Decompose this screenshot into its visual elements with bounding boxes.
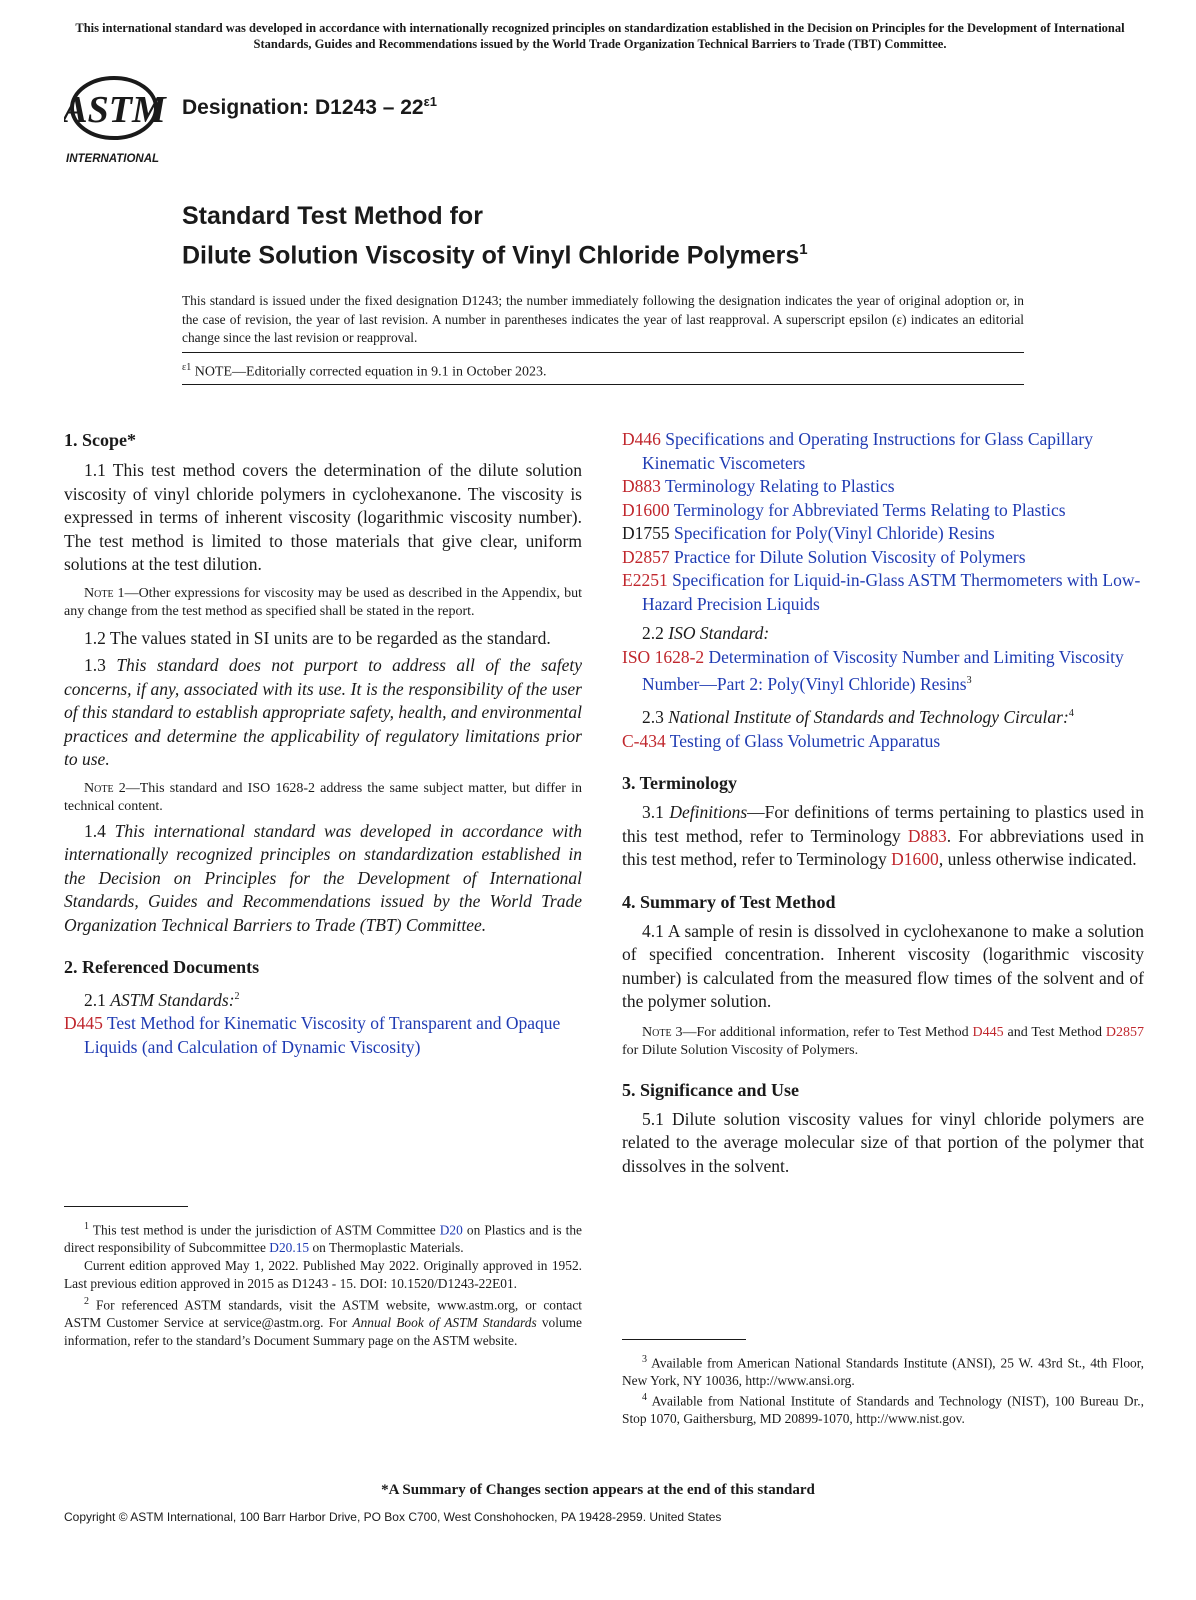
footnote-1 xyxy=(64,1218,582,1256)
ref-code[interactable]: D883 xyxy=(622,476,661,496)
footnote-rule-right xyxy=(622,1339,746,1340)
document-title xyxy=(182,200,808,272)
fn4-text: Available from National Institute of Standards and Technology (NIST), 100 Bureau Dr., Stop 1070, Gaithersburg, MD 20899-1070, http://www.nist.gov. xyxy=(622,1393,1144,1427)
para-2-3-num: 2.3 xyxy=(642,707,669,728)
ref-title[interactable]: Test Method for Kinematic Viscosity of Transparent and Opaque Liquids (and Calculation of Dynamic Viscosity) xyxy=(84,1013,561,1057)
astm-logo xyxy=(64,70,174,170)
para-3-1-t1: —For definitions of terms pertaining to plastics used in this test method, refer to Terminology xyxy=(622,802,1144,846)
para-1-3-num: 1.3 xyxy=(84,655,117,675)
fn3-sup: 3 xyxy=(642,1354,647,1365)
wto-banner: This international standard was developed in accordance with internationally recognized principles on standardization established in the Decision on Principles for the Development of International Standards, Guides and Recommendations issued by the World Trade Organization Technical Barriers to Trade (TBT) Committee. xyxy=(75,21,1125,51)
fn1-sup: 1 xyxy=(84,1221,89,1232)
ref-iso-1628-2[interactable] xyxy=(622,646,1144,697)
right-column xyxy=(622,428,1144,1178)
ref-d2857[interactable] xyxy=(622,546,1144,570)
fn1-link-d20-15[interactable]: D20.15 xyxy=(269,1239,310,1255)
note-2 xyxy=(64,780,582,816)
footnote-4 xyxy=(622,1389,1144,1427)
para-5-1: 5.1 Dilute solution viscosity values for vinyl chloride polymers are related to the average molecular size of that portion of the polymer that dissolves in the solvent. xyxy=(622,1108,1144,1176)
para-2-1-num: 2.1 xyxy=(84,989,111,1010)
note-2-label: Note 2 xyxy=(84,780,126,796)
section-5-heading: 5. Significance and Use xyxy=(622,1079,800,1100)
ref-title[interactable]: Specification for Poly(Vinyl Chloride) Resins xyxy=(669,523,995,543)
note-1 xyxy=(64,585,582,621)
fn3-text: Available from American National Standards Institute (ANSI), 25 W. 43rd St., 4th Floor, New York, NY 10036, http://www.ansi.org. xyxy=(622,1355,1144,1388)
designation xyxy=(182,94,437,120)
left-column xyxy=(64,428,582,1059)
footnote-3 xyxy=(622,1351,1144,1389)
para-2-3-sup: 4 xyxy=(1068,708,1074,720)
section-4-heading: 4. Summary of Test Method xyxy=(622,891,836,912)
note-1-text: —Other expressions for viscosity may be used as described in the Appendix, but any change from the test method as specified shall be stated in the report. xyxy=(64,585,582,619)
title-line-2-text: Dilute Solution Viscosity of Vinyl Chloride Polymers xyxy=(182,241,800,270)
fn1-t2: on Plastics and is the direct responsibility of Subcommittee xyxy=(64,1222,582,1255)
note-2-text: —This standard and ISO 1628-2 address the same subject matter, but differ in technical content. xyxy=(64,780,582,814)
divider-top xyxy=(182,352,1024,353)
note-1-label: Note 1 xyxy=(84,585,125,601)
footnote-1-edition: Current edition approved May 1, 2022. Published May 2022. Originally approved in 1952. Last previous edition approved in 2015 as D1243 - 15. DOI: 10.1520/D1243-22E01. xyxy=(64,1258,582,1291)
para-3-1-term: Definitions xyxy=(669,802,748,823)
note-3-label: Note 3 xyxy=(642,1024,683,1040)
designation-sup: ε1 xyxy=(423,94,437,109)
ref-title[interactable]: Testing of Glass Volumetric Apparatus xyxy=(665,730,941,751)
ref-title[interactable]: Determination of Viscosity Number and Limiting Viscosity Number—Part 2: Poly(Vinyl Chloride) Resins xyxy=(642,646,1124,694)
para-2-2-label: ISO Standard: xyxy=(668,623,770,643)
para-2-2 xyxy=(622,622,1144,646)
fn2-t2: volume information, refer to the standard’s Document Summary page on the ASTM website. xyxy=(64,1315,583,1348)
fn2-italic: Annual Book of ASTM Standards xyxy=(352,1315,537,1331)
para-3-1-t3: , unless otherwise indicated. xyxy=(938,849,1137,870)
para-3-1-num: 3.1 xyxy=(642,802,670,823)
footnotes-left xyxy=(64,1218,582,1349)
epsilon-note xyxy=(182,362,547,381)
title-sup: 1 xyxy=(799,241,808,258)
ref-c-434[interactable] xyxy=(622,730,1144,754)
epsilon-sup: ε1 xyxy=(182,362,192,373)
ref-code[interactable]: D446 xyxy=(622,429,661,449)
para-1-4 xyxy=(64,820,582,938)
fn2-sup: 2 xyxy=(84,1296,89,1308)
ref-d445[interactable] xyxy=(64,1012,582,1059)
ref-title[interactable]: Specifications and Operating Instructions for Glass Capillary Kinematic Viscometers xyxy=(642,429,1093,473)
ref-d883[interactable] xyxy=(622,475,1144,499)
ref-title[interactable]: Terminology for Abbreviated Terms Relating to Plastics xyxy=(669,499,1066,520)
ref-code[interactable]: D2857 xyxy=(622,546,670,567)
para-2-3 xyxy=(622,702,1144,729)
ref-e2251[interactable] xyxy=(622,569,1144,616)
para-4-1: 4.1 A sample of resin is dissolved in cyclohexanone to make a solution of specified concentration. Inherent viscosity (logarithmic viscosity number) is calculated from the measured flow times of the solvent and of the polymer solution. xyxy=(622,920,1144,1012)
fn1-t1: This test method is under the jurisdiction of ASTM Committee xyxy=(89,1222,440,1238)
fn1-t3: on Thermoplastic Materials. xyxy=(309,1239,464,1255)
para-1-1: 1.1 This test method covers the determination of the dilute solution viscosity of vinyl chloride polymers in cyclohexanone. The viscosity is expressed in terms of inherent viscosity (logarithmic viscosity number). The test method is limited to those materials that give clear, uniform solutions at the test dilution. xyxy=(64,460,582,574)
ref-code[interactable]: C-434 xyxy=(622,730,666,751)
divider-bottom xyxy=(182,384,1024,385)
note-3 xyxy=(622,1024,1144,1060)
ref-code[interactable]: E2251 xyxy=(622,570,668,590)
ref-code: D1755 xyxy=(622,523,670,543)
title-line-1: Standard Test Method for xyxy=(182,202,483,230)
note-3-t1: —For additional information, refer to Test Method xyxy=(682,1024,973,1040)
note-3-t3: for Dilute Solution Viscosity of Polymers. xyxy=(622,1042,859,1058)
copyright-line: Copyright © ASTM International, 100 Barr Harbor Drive, PO Box C700, West Conshohocken, PA 19428-2959. United States xyxy=(64,1510,722,1524)
ref-code[interactable]: D1600 xyxy=(622,499,670,520)
ref-d446[interactable] xyxy=(622,428,1144,475)
para-3-1 xyxy=(622,801,1144,872)
para-2-1-sup: 2 xyxy=(234,991,240,1002)
epsilon-text: NOTE—Editorially corrected equation in 9.1 in October 2023. xyxy=(191,364,547,380)
footnotes-right xyxy=(622,1351,1144,1428)
note-3-t2: and Test Method xyxy=(1003,1024,1106,1040)
astm-logo-icon xyxy=(64,70,174,170)
logo-sub: INTERNATIONAL xyxy=(66,153,160,165)
ref-code[interactable]: ISO 1628-2 xyxy=(622,646,705,667)
para-1-4-text: This international standard was developed in accordance with internationally recognized principles on standardization established in the Decision on Principles for the Development of International Standards, Guides and Recommendations issued by the World Trade Organization Technical Barriers to Trade (TBT) Committee. xyxy=(64,820,583,935)
designation-label: Designation: D1243 – 22 xyxy=(182,96,424,119)
para-1-3 xyxy=(64,654,582,772)
para-1-4-num: 1.4 xyxy=(84,820,115,841)
fn4-sup: 4 xyxy=(642,1392,647,1404)
link-d2857[interactable]: D2857 xyxy=(1105,1024,1144,1040)
ref-d1600[interactable] xyxy=(622,499,1144,523)
para-1-3-text: This standard does not purport to address all of the safety concerns, if any, associated with its use. It is the responsibility of the user of this standard to establish appropriate safety, health, and environmental practices and determine the applicability of regulatory limitations prior to use. xyxy=(64,655,583,769)
para-2-3-label: National Institute of Standards and Technology Circular: xyxy=(668,707,1069,728)
title-line-2 xyxy=(182,233,808,272)
issuance-note: This standard is issued under the fixed designation D1243; the number immediately following the designation indicates the year of original adoption or, in the case of revision, the year of last revision. A number in parentheses indicates the year of last reapproval. A superscript epsilon (ε) indicates an editorial change since the last revision or reapproval. xyxy=(182,293,1024,345)
footnote-2 xyxy=(64,1293,582,1349)
link-d883[interactable]: D883 xyxy=(907,825,947,846)
section-3-heading: 3. Terminology xyxy=(622,773,738,794)
link-d445[interactable]: D445 xyxy=(972,1024,1004,1040)
para-2-2-num: 2.2 xyxy=(642,623,669,643)
ref-d1755[interactable] xyxy=(622,522,1144,546)
para-2-1 xyxy=(64,985,582,1012)
ref-title[interactable]: Specification for Liquid-in-Glass ASTM Thermometers with Low-Hazard Precision Liquids xyxy=(642,570,1141,614)
para-3-1-t2: . For abbreviations used in this test method, refer to Terminology xyxy=(622,825,1144,870)
footnote-rule-left xyxy=(64,1206,188,1207)
section-2-heading: 2. Referenced Documents xyxy=(64,957,260,977)
section-1-heading: 1. Scope* xyxy=(64,430,136,450)
ref-title[interactable]: Practice for Dilute Solution Viscosity of Polymers xyxy=(669,546,1026,567)
summary-of-changes-notice: *A Summary of Changes section appears at the end of this standard xyxy=(381,1482,815,1498)
fn2-t1: For referenced ASTM standards, visit the ASTM website, www.astm.org, or contact ASTM Customer Service at service@astm.org. For xyxy=(64,1297,582,1331)
ref-code[interactable]: D445 xyxy=(64,1013,103,1034)
para-2-1-label: ASTM Standards: xyxy=(110,989,235,1010)
ref-sup: 3 xyxy=(966,675,972,686)
ref-title[interactable]: Terminology Relating to Plastics xyxy=(660,476,895,496)
link-d1600[interactable]: D1600 xyxy=(891,849,939,870)
para-1-2: 1.2 The values stated in SI units are to be regarded as the standard. xyxy=(84,627,551,648)
fn1-link-d20[interactable]: D20 xyxy=(439,1222,463,1238)
logo-text: ASTM xyxy=(64,89,166,131)
